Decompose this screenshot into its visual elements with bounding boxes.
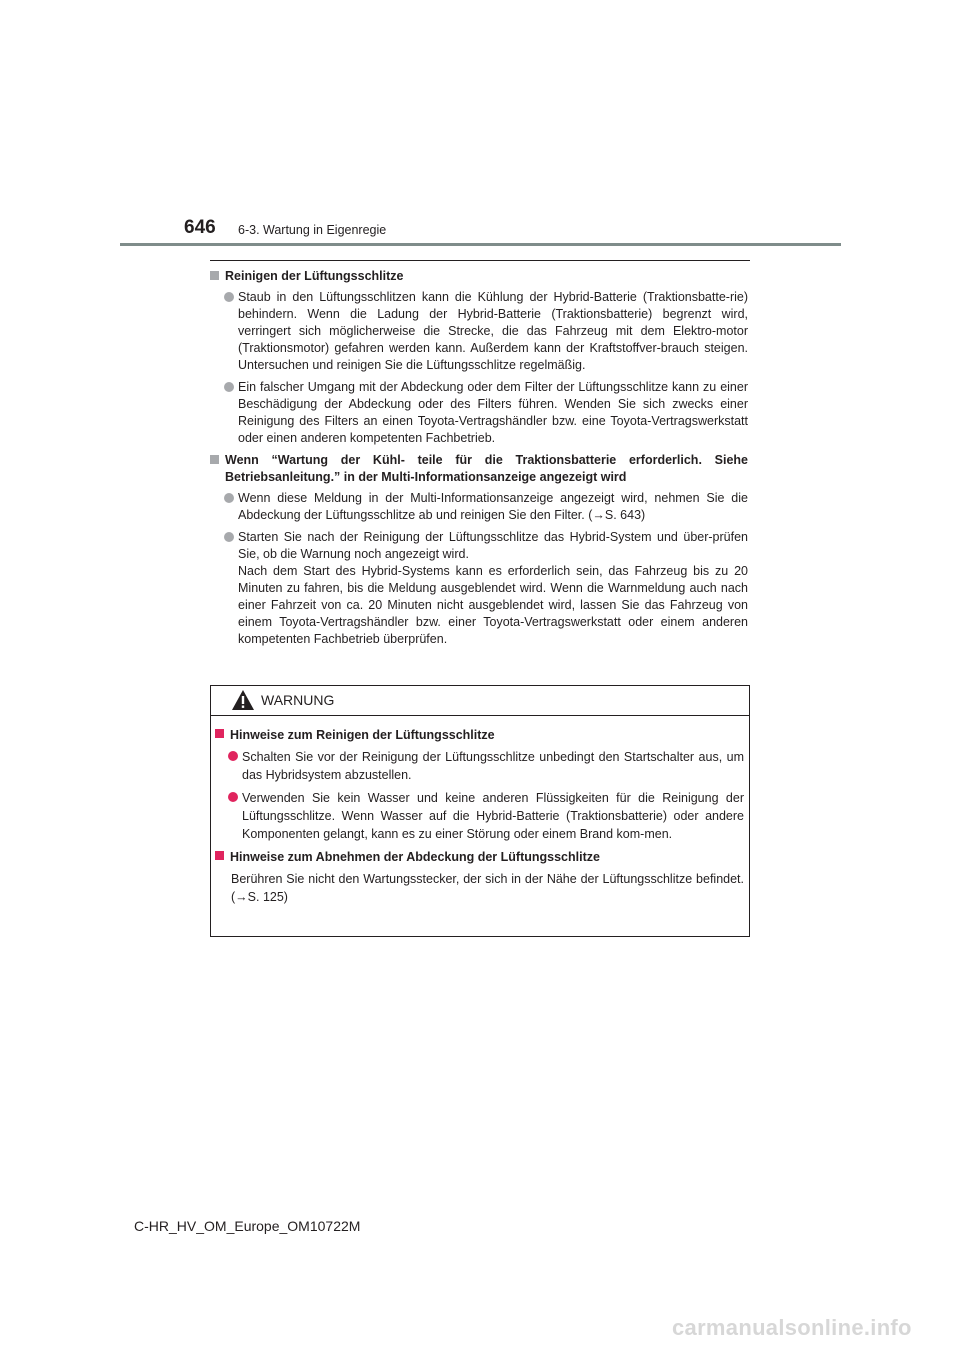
bullet-item — [210, 289, 748, 374]
bullet-text: Ein falscher Umgang mit der Abdeckung oder dem Filter der Lüftungsschlitze kann zu einer Beschädigung der Abdeckung oder des Filters führen. Wenden Sie sich zwecks einer Reinigung des Filters an einen Toyota-Vertragshändler bzw. eine Toyota-Vertragswerkstatt oder einen anderen kompetenten Fachbetrieb. — [238, 380, 748, 445]
bullet-item — [210, 529, 748, 648]
warning-box — [210, 685, 750, 937]
section-heading — [210, 268, 748, 285]
warning-heading-text: Hinweise zum Reinigen der Lüftungsschlitze — [230, 728, 495, 742]
square-bullet-icon — [215, 851, 224, 860]
content-top-rule — [210, 260, 750, 261]
footer-doc-code: C-HR_HV_OM_Europe_OM10722M — [134, 1218, 361, 1234]
warning-bullet — [215, 748, 744, 784]
round-bullet-icon — [224, 382, 234, 392]
bullet-text: Staub in den Lüftungsschlitzen kann die Kühlung der Hybrid-Batterie (Traktionsbatte-rie) behindern. Wenn die Ladung der Hybrid-Batterie (Traktionsbatterie) begrenzt wird, verringert sich möglicherweise die Strecke, die das Fahrzeug mit dem Elektro-motor (Traktionsmotor) gefahren werden kann. Außerdem kann der Kraftstoffver-brauch steigen. Untersuchen und reinigen Sie die Lüftungsschlitze regelmäßig. — [238, 290, 748, 372]
bullet-item — [210, 490, 748, 524]
bullet-item — [210, 379, 748, 447]
round-bullet-icon — [224, 532, 234, 542]
watermark: carmanualsonline.info — [672, 1315, 912, 1340]
section-heading — [210, 452, 748, 486]
warning-bullet — [215, 789, 744, 843]
warning-heading — [215, 848, 744, 866]
round-bullet-icon — [224, 292, 234, 302]
warning-paragraph: Berühren Sie nicht den Wartungsstecker, der sich in der Nähe der Lüftungsschlitze befindet. (→S. 125) — [231, 872, 744, 904]
page-number: 646 — [184, 217, 216, 238]
warning-triangle-icon — [231, 689, 255, 711]
square-bullet-icon — [215, 729, 224, 738]
bullet-text: Starten Sie nach der Reinigung der Lüftungsschlitze das Hybrid-System und über-prüfen Sie, ob die Warnung noch angezeigt wird. — [238, 530, 748, 561]
bullet-continuation-text: Nach dem Start des Hybrid-Systems kann es erforderlich sein, das Fahrzeug bis zu 20 Minuten zu fahren, bis die Meldung ausgeblendet wird. Wenn die Warnmeldung auch nach einer Fahrzeit von ca. 20 Minuten nicht ausgeblendet wird, lassen Sie das Fahrzeug von einem Toyota-Vertragshändler bzw. einer Toyota-Vertragswerkstatt oder einem anderen kompetenten Fachbetrieb überprüfen. — [238, 564, 748, 646]
round-bullet-icon — [224, 493, 234, 503]
warning-bullet-text: Schalten Sie vor der Reinigung der Lüftungsschlitze unbedingt den Startschalter aus, um das Hybridsystem abzustellen. — [242, 750, 744, 782]
warning-body — [215, 726, 744, 906]
warning-title: WARNUNG — [261, 692, 335, 708]
warning-heading — [215, 726, 744, 744]
warning-heading-text: Hinweise zum Abnehmen der Abdeckung der Lüftungsschlitze — [230, 850, 600, 864]
header-rule — [120, 243, 841, 246]
square-bullet-icon — [210, 271, 219, 280]
round-bullet-icon — [228, 792, 238, 802]
section-heading-text: Reinigen der Lüftungsschlitze — [225, 269, 404, 283]
bullet-text: Wenn diese Meldung in der Multi-Informationsanzeige angezeigt wird, nehmen Sie die Abdeckung der Lüftungsschlitze ab und reinigen Sie den Filter. (→S. 643) — [238, 491, 748, 522]
square-bullet-icon — [210, 455, 219, 464]
section-title: 6-3. Wartung in Eigenregie — [238, 223, 387, 237]
round-bullet-icon — [228, 751, 238, 761]
warning-header — [211, 686, 749, 716]
section-heading-text: Wenn “Wartung der Kühl- teile für die Traktionsbatterie erforderlich. Siehe Betriebsanleitung.” in der Multi-Informationsanzeige angezeigt wird — [225, 453, 748, 484]
main-content — [210, 268, 748, 653]
warning-bullet-text: Verwenden Sie kein Wasser und keine anderen Flüssigkeiten für die Reinigung der Lüftungsschlitze. Wenn Wasser auf die Hybrid-Batterie (Traktionsbatterie) oder andere Komponenten gelangt, kann es zu einer Störung oder einem Brand kom-men. — [242, 791, 744, 841]
